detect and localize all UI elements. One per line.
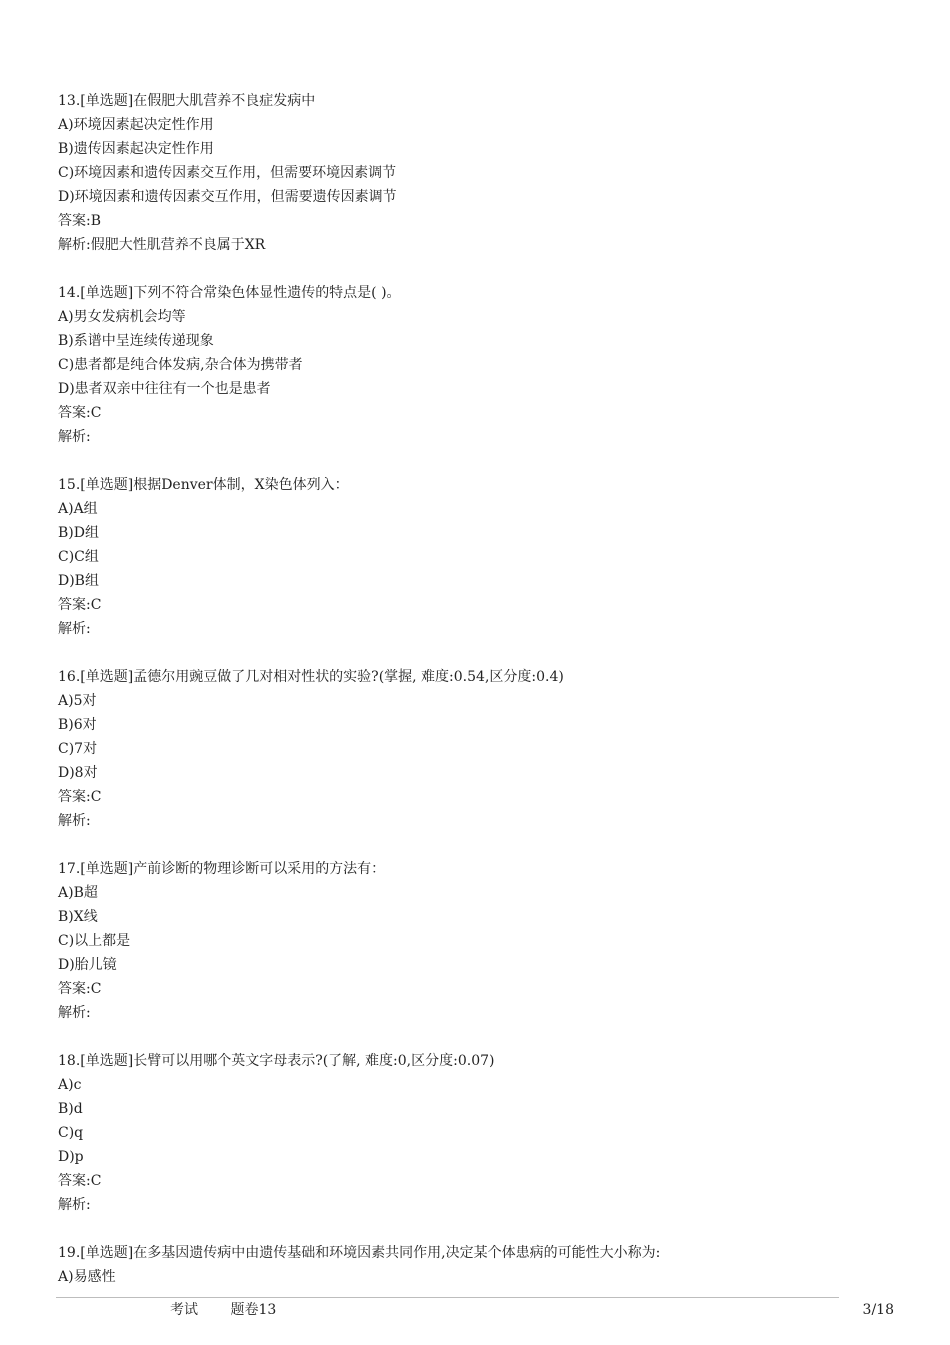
option-a: A)c — [58, 1077, 82, 1093]
option-c: C)7对 — [58, 741, 98, 757]
option-b: B)X线 — [58, 909, 98, 925]
analysis: 解析: — [58, 813, 91, 829]
option-c: C)环境因素和遗传因素交互作用，但需要环境因素调节 — [58, 165, 397, 181]
option-c: C)以上都是 — [58, 933, 131, 949]
question-stem: 15.[单选题]根据Denver体制，X染色体列入： — [58, 477, 349, 493]
option-c: C)q — [58, 1125, 84, 1141]
option-d: D)p — [58, 1149, 84, 1165]
answer: 答案:C — [58, 1173, 102, 1189]
page-number: 3/18 — [862, 1302, 894, 1318]
option-a: A)易感性 — [58, 1269, 116, 1285]
option-a: A)A组 — [58, 501, 98, 517]
option-d: D)患者双亲中往往有一个也是患者 — [58, 381, 271, 397]
answer: 答案:C — [58, 405, 102, 421]
option-d: D)B组 — [58, 573, 99, 589]
question-15 — [58, 473, 898, 641]
option-b: B)系谱中呈连续传递现象 — [58, 333, 214, 349]
question-14 — [58, 281, 898, 449]
option-a: A)环境因素起决定性作用 — [58, 117, 214, 133]
footer-title — [170, 1298, 276, 1322]
answer: 答案:C — [58, 981, 102, 997]
footer-label-exam: 考试 — [170, 1302, 198, 1318]
option-c: C)患者都是纯合体发病,杂合体为携带者 — [58, 357, 303, 373]
option-c: C)C组 — [58, 549, 99, 565]
answer: 答案:B — [58, 213, 102, 229]
option-a: A)5对 — [58, 693, 97, 709]
answer: 答案:C — [58, 597, 102, 613]
analysis: 解析:假肥大性肌营养不良属于XR — [58, 237, 266, 253]
option-b: B)d — [58, 1101, 83, 1117]
option-a: A)男女发病机会均等 — [58, 309, 186, 325]
option-b: B)D组 — [58, 525, 99, 541]
answer: 答案:C — [58, 789, 102, 805]
option-b: B)遗传因素起决定性作用 — [58, 141, 214, 157]
analysis: 解析: — [58, 1005, 91, 1021]
option-d: D)环境因素和遗传因素交互作用，但需要遗传因素调节 — [58, 189, 397, 205]
option-b: B)6对 — [58, 717, 97, 733]
option-d: D)8对 — [58, 765, 98, 781]
analysis: 解析: — [58, 621, 91, 637]
option-a: A)B超 — [58, 885, 98, 901]
question-stem: 16.[单选题]孟德尔用豌豆做了几对相对性状的实验?(掌握, 难度:0.54,区分度:0.4) — [58, 669, 564, 685]
question-stem: 18.[单选题]长臂可以用哪个英文字母表示?(了解, 难度:0,区分度:0.07) — [58, 1053, 495, 1069]
analysis: 解析: — [58, 1197, 91, 1213]
question-stem: 13.[单选题]在假肥大肌营养不良症发病中 — [58, 93, 316, 109]
question-16 — [58, 665, 898, 833]
question-stem: 19.[单选题]在多基因遗传病中由遗传基础和环境因素共同作用,决定某个体患病的可能性大小称为: — [58, 1245, 661, 1261]
footer-label-paper: 题卷13 — [230, 1302, 277, 1318]
question-stem: 17.[单选题]产前诊断的物理诊断可以采用的方法有： — [58, 861, 386, 877]
question-13 — [58, 89, 898, 257]
question-18 — [58, 1049, 898, 1217]
question-stem: 14.[单选题]下列不符合常染色体显性遗传的特点是( )。 — [58, 285, 401, 301]
question-17 — [58, 857, 898, 1025]
option-d: D)胎儿镜 — [58, 957, 117, 973]
question-list — [58, 89, 898, 1313]
question-19 — [58, 1241, 898, 1289]
analysis: 解析: — [58, 429, 91, 445]
